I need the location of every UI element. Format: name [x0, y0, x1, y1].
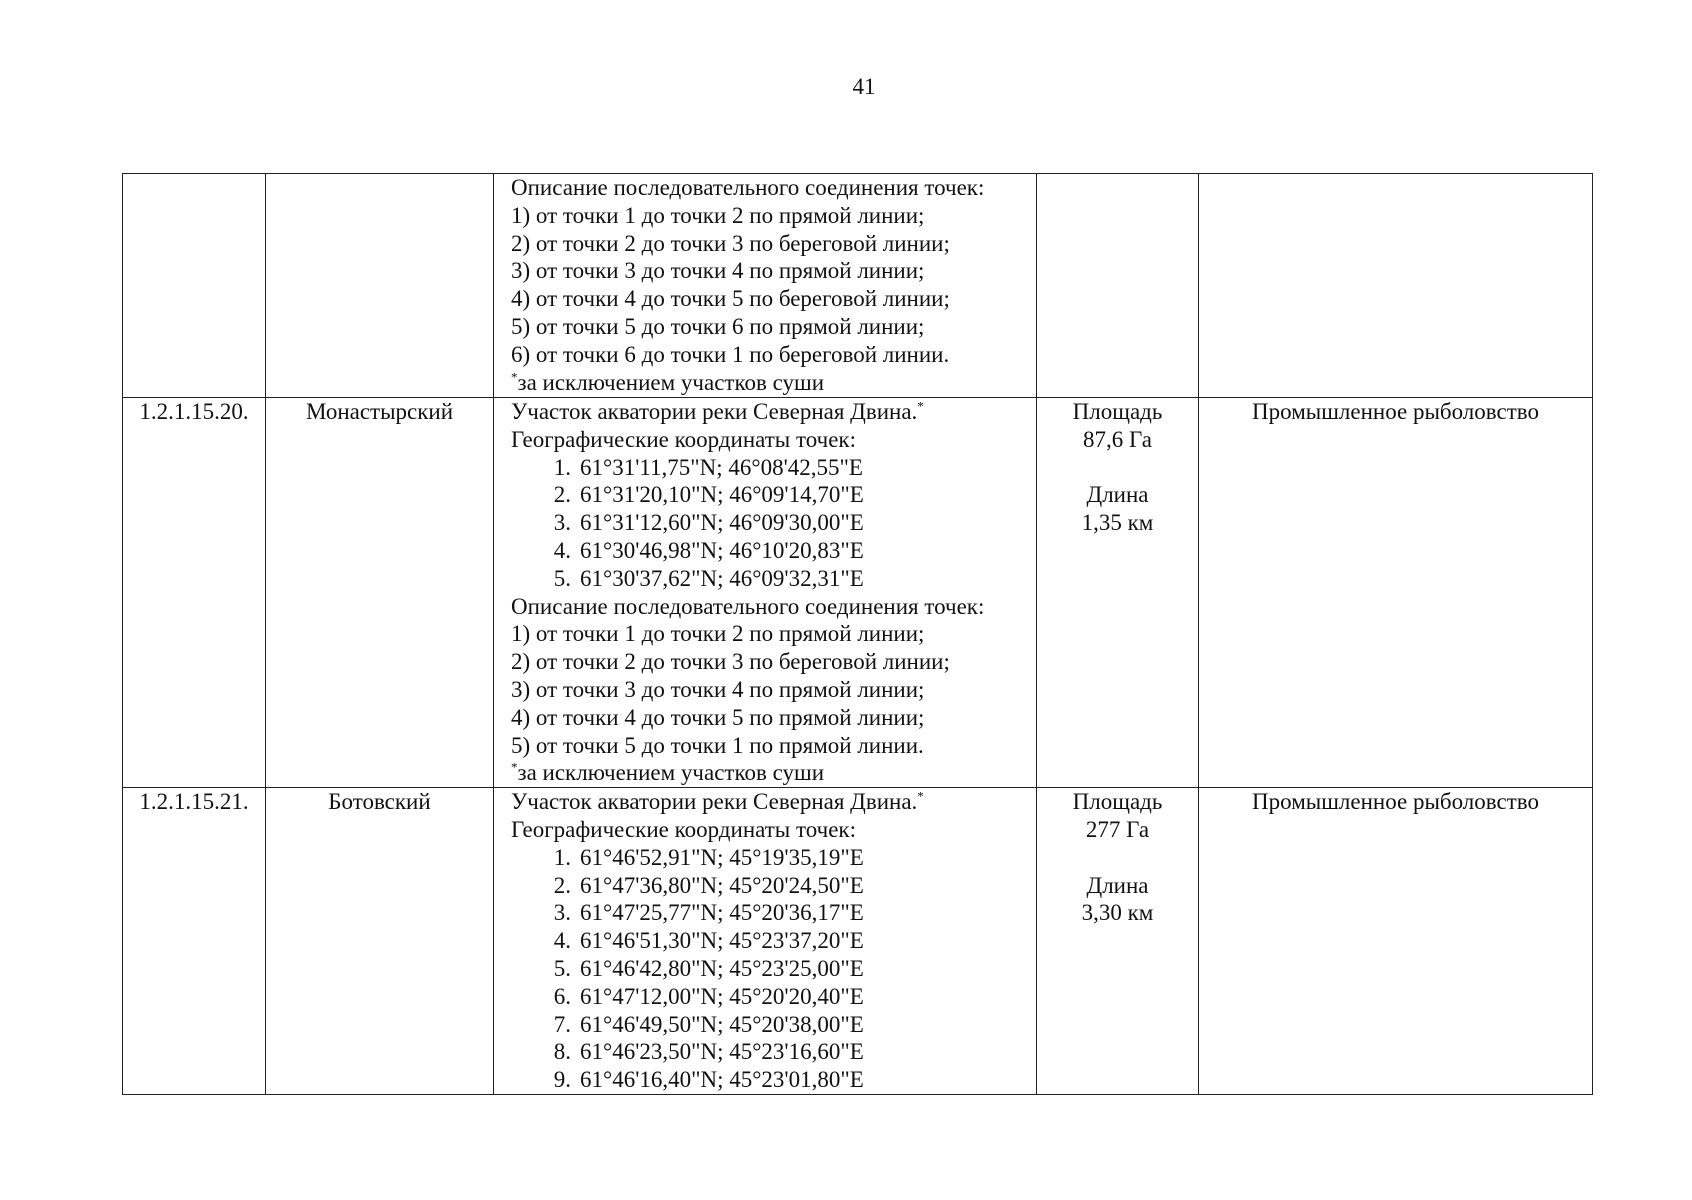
coordinate-item: 5. 61°30'37,62"N; 46°09'32,31"E [553, 565, 864, 591]
table-row [123, 788, 1593, 1095]
connection-title: Описание последовательного соединения точек: [511, 175, 985, 200]
length-value: 1,35 км [1081, 510, 1154, 536]
coordinate-item: 1. 61°46'52,91"N; 45°19'35,19"E [553, 844, 864, 870]
description-cell [494, 398, 1037, 788]
area-title: Участок акватории реки Северная Двина.* [511, 398, 924, 424]
coordinate-item: 3. 61°47'25,77"N; 45°20'36,17"E [553, 900, 864, 926]
coordinate-item: 4. 61°46'51,30"N; 45°23'37,20"E [553, 928, 864, 954]
coordinate-item: 2. 61°47'36,80"N; 45°20'24,50"E [553, 872, 864, 898]
coordinate-item: 4. 61°30'46,98"N; 46°10'20,83"E [553, 537, 864, 563]
connection-item: 1) от точки 1 до точки 2 по прямой линии; [511, 202, 925, 228]
footnote-line [511, 369, 1032, 397]
number-cell [123, 174, 266, 398]
connection-item: 5) от точки 5 до точки 1 по прямой линии. [511, 732, 924, 758]
footnote-mark: * [511, 759, 518, 775]
footnote-mark: * [917, 788, 924, 804]
purpose-cell: Промышленное рыболовство [1199, 788, 1593, 1095]
coordinate-item: 8. 61°46'23,50"N; 45°23'16,60"E [553, 1039, 864, 1065]
connection-item: 4) от точки 4 до точки 5 по прямой линии; [511, 704, 925, 730]
table-row-continued [123, 174, 1593, 398]
name-cell [266, 174, 494, 398]
coordinate-item: 7. 61°46'49,50"N; 45°20'38,00"E [553, 1011, 864, 1037]
description-cell [494, 788, 1037, 1095]
connection-item: 6) от точки 6 до точки 1 по береговой линии. [511, 341, 950, 367]
connection-item: 3) от точки 3 до точки 4 по прямой линии; [511, 258, 925, 284]
footnote-text: за исключением участков суши [517, 369, 825, 395]
connection-item: 2) от точки 2 до точки 3 по береговой линии; [511, 230, 950, 256]
connection-item: 4) от точки 4 до точки 5 по береговой линии; [511, 286, 950, 312]
number-cell: 1.2.1.15.21. [123, 788, 266, 1095]
area-value: 87,6 Га [1083, 426, 1152, 452]
measure-cell [1037, 788, 1199, 1095]
area-title: Участок акватории реки Северная Двина.* [511, 788, 924, 815]
footnote-text: за исключением участков суши [517, 760, 825, 786]
table-row [123, 398, 1593, 788]
number-cell: 1.2.1.15.20. [123, 398, 266, 788]
coordinate-item: 1. 61°31'11,75"N; 46°08'42,55"E [553, 454, 863, 480]
purpose-cell: Промышленное рыболовство [1199, 398, 1593, 788]
purpose-cell [1199, 174, 1593, 398]
measure-cell [1037, 174, 1199, 398]
connection-title: Описание последовательного соединения точек: [511, 593, 985, 619]
footnote-line [511, 759, 1032, 787]
connection-item: 5) от точки 5 до точки 6 по прямой линии; [511, 313, 925, 339]
length-label: Длина [1086, 482, 1149, 508]
coordinate-item: 9. 61°46'16,40"N; 45°23'01,80"E [553, 1067, 864, 1093]
length-value: 3,30 км [1081, 900, 1154, 926]
coordinate-item: 3. 61°31'12,60"N; 46°09'30,00"E [553, 510, 864, 536]
measure-cell [1037, 398, 1199, 788]
footnote-mark: * [511, 368, 518, 384]
connection-item: 3) от точки 3 до точки 4 по прямой линии; [511, 676, 925, 702]
coordinate-item: 2. 61°31'20,10"N; 46°09'14,70"E [553, 482, 864, 508]
description-cell [494, 174, 1037, 398]
area-value: 277 Га [1085, 816, 1150, 842]
coordinate-item: 6. 61°47'12,00"N; 45°20'20,40"E [553, 983, 864, 1009]
coordinate-item: 5. 61°46'42,80"N; 45°23'25,00"E [553, 955, 864, 981]
footnote-mark: * [917, 398, 924, 414]
fishing-areas-table [122, 173, 1593, 1095]
name-cell: Ботовский [266, 788, 494, 1095]
coords-title: Географические координаты точек: [511, 426, 856, 452]
length-label: Длина [1086, 872, 1149, 898]
name-cell: Монастырский [266, 398, 494, 788]
area-label: Площадь [1072, 789, 1163, 815]
page-number: 41 [852, 74, 876, 99]
area-label: Площадь [1072, 399, 1163, 424]
coords-title: Географические координаты точек: [511, 816, 856, 842]
connection-item: 1) от точки 1 до точки 2 по прямой линии; [511, 621, 925, 647]
connection-item: 2) от точки 2 до точки 3 по береговой линии; [511, 649, 950, 675]
